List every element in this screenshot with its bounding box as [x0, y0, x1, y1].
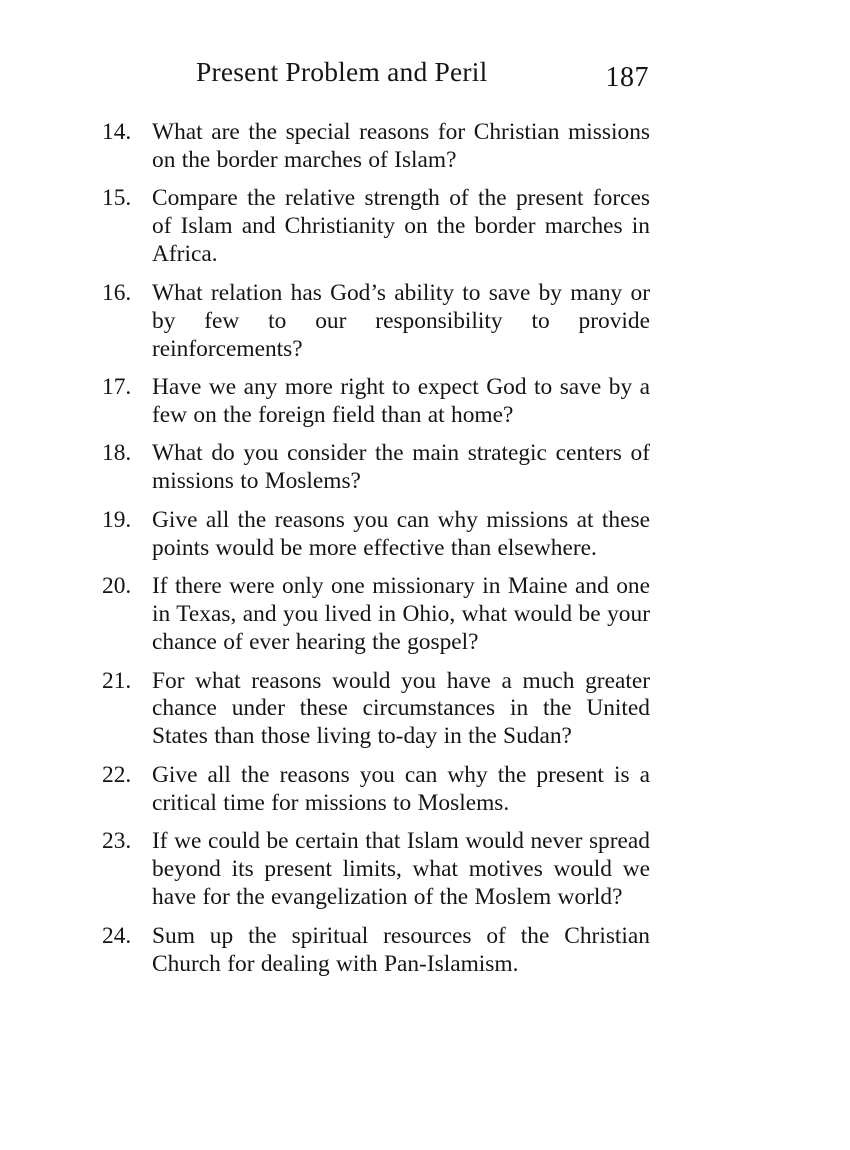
question-24: [102, 923, 650, 979]
question-text: Give all the reasons you can why missions at these points would be more effective than elsewhere.: [152, 506, 650, 561]
question-15: [102, 185, 650, 269]
question-21: [102, 668, 650, 752]
question-text: What are the special reasons for Christian missions on the border marches of Islam?: [152, 119, 650, 173]
running-title: Present Problem and Peril: [196, 56, 488, 87]
question-19: [102, 507, 650, 563]
question-number: 14.: [102, 119, 132, 145]
question-text: Sum up the spiritual resources of the Christian Church for dealing with Pan-Islamism.: [152, 922, 650, 977]
question-text: For what reasons would you have a much greater chance under these circumstances in the United States than those living to-day in the Sudan?: [152, 667, 650, 750]
question-number: 20.: [102, 573, 132, 600]
question-18: [102, 440, 650, 496]
running-header: [196, 56, 651, 96]
question-number: 18.: [102, 440, 132, 467]
question-number: 17.: [102, 374, 132, 401]
question-text: Give all the reasons you can why the present is a critical time for missions to Moslems.: [152, 761, 650, 816]
question-number: 19.: [102, 506, 132, 533]
question-20: [102, 573, 650, 657]
question-text: If we could be certain that Islam would never spread beyond its present limits, what motives would we have for the evangelization of the Moslem world?: [152, 828, 650, 911]
question-number: 22.: [102, 761, 132, 788]
question-text: What do you consider the main strategic centers of missions to Moslems?: [152, 440, 650, 495]
question-number: 16.: [102, 279, 132, 306]
question-text: If there were only one missionary in Maine and one in Texas, and you lived in Ohio, what would be your chance of ever hearing the gospel?: [152, 573, 650, 656]
question-23: [102, 828, 650, 912]
question-text: What relation has God’s ability to save by many or by few to our responsibility to provide reinforcements?: [152, 279, 650, 362]
question-number: 24.: [102, 922, 132, 949]
question-number: 15.: [102, 185, 132, 212]
question-list: [102, 119, 650, 989]
question-text: Compare the relative strength of the present forces of Islam and Christianity on the border marches in Africa.: [152, 185, 650, 268]
question-number: 23.: [102, 828, 132, 855]
question-text: Have we any more right to expect God to save by a few on the foreign field than at home?: [152, 374, 650, 428]
question-14: [102, 119, 650, 175]
question-16: [102, 280, 650, 364]
question-17: [102, 374, 650, 430]
question-number: 21.: [102, 667, 132, 694]
question-22: [102, 762, 650, 818]
page-number: 187: [605, 62, 649, 93]
